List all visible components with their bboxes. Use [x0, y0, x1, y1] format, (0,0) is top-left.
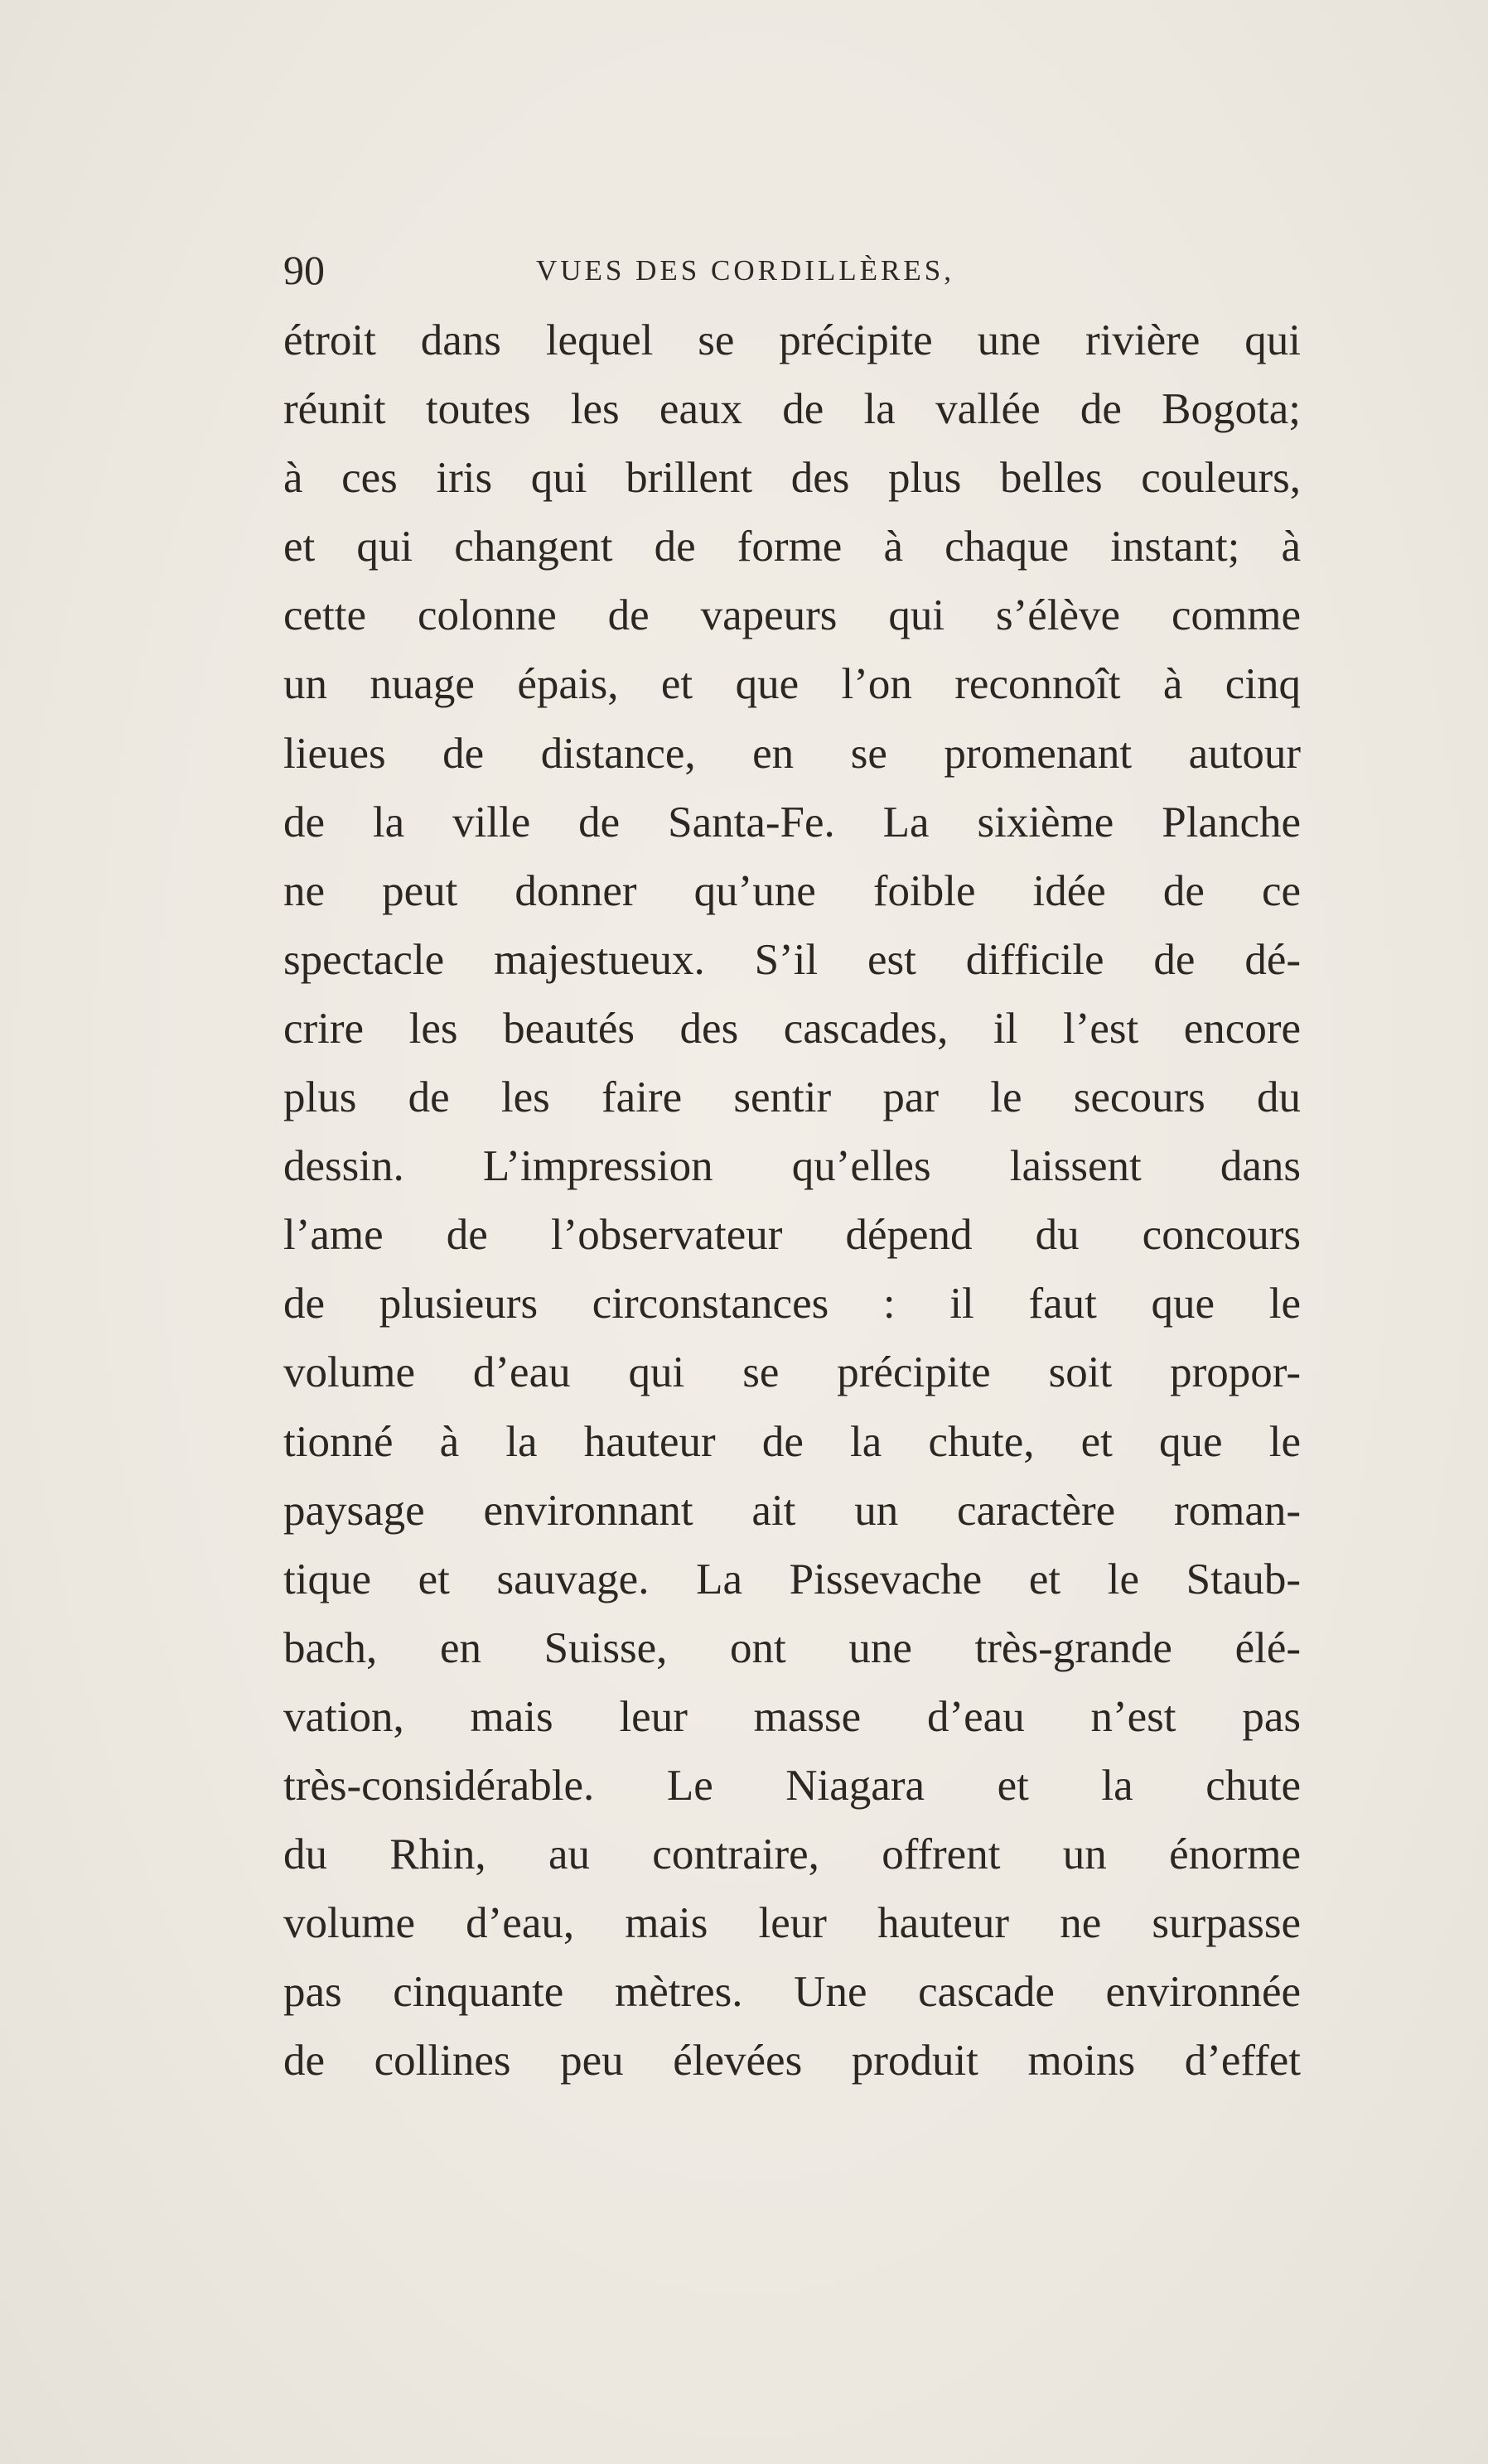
text-line: à ces iris qui brillent des plus belles couleurs,	[283, 454, 1301, 503]
running-head: VUES DES CORDILLÈRES,	[536, 254, 954, 287]
body-text	[283, 306, 1301, 2095]
text-line: l’ame de l’observateur dépend du concours	[283, 1211, 1301, 1260]
text-line: cette colonne de vapeurs qui s’élève comme	[283, 591, 1301, 640]
text-line: volume d’eau, mais leur hauteur ne surpasse	[283, 1899, 1301, 1948]
text-line: et qui changent de forme à chaque instant; à	[283, 523, 1301, 571]
text-line: de plusieurs circonstances : il faut que le	[283, 1280, 1301, 1328]
text-line: tionné à la hauteur de la chute, et que le	[283, 1417, 1301, 1466]
text-line: lieues de distance, en se promenant autour	[283, 729, 1301, 778]
page-header	[283, 245, 1244, 295]
text-line: paysage environnant ait un caractère roman-	[283, 1486, 1301, 1535]
text-line: réunit toutes les eaux de la vallée de Bogota;	[283, 385, 1301, 434]
text-line: vation, mais leur masse d’eau n’est pas	[283, 1692, 1301, 1741]
text-line: spectacle majestueux. S’il est difficile de dé-	[283, 935, 1301, 984]
text-line: de la ville de Santa-Fe. La sixième Planche	[283, 798, 1301, 846]
text-line: étroit dans lequel se précipite une rivière qui	[283, 316, 1301, 364]
text-line: du Rhin, au contraire, offrent un énorme	[283, 1830, 1301, 1879]
text-line: plus de les faire sentir par le secours du	[283, 1073, 1301, 1122]
text-line: bach, en Suisse, ont une très-grande élé-	[283, 1623, 1301, 1672]
text-line: crire les beautés des cascades, il l’est encore	[283, 1004, 1301, 1053]
text-line: pas cinquante mètres. Une cascade environnée	[283, 1968, 1301, 2017]
text-line: dessin. L’impression qu’elles laissent dans	[283, 1142, 1301, 1191]
text-line: tique et sauvage. La Pissevache et le Staub-	[283, 1555, 1301, 1603]
text-line: ne peut donner qu’une foible idée de ce	[283, 866, 1301, 915]
text-line: très-considérable. Le Niagara et la chute	[283, 1761, 1301, 1810]
text-line: un nuage épais, et que l’on reconnoît à cinq	[283, 660, 1301, 709]
text-line: volume d’eau qui se précipite soit propor-	[283, 1348, 1301, 1397]
page-number: 90	[283, 247, 325, 293]
text-line: de collines peu élevées produit moins d’effet	[283, 2037, 1301, 2085]
